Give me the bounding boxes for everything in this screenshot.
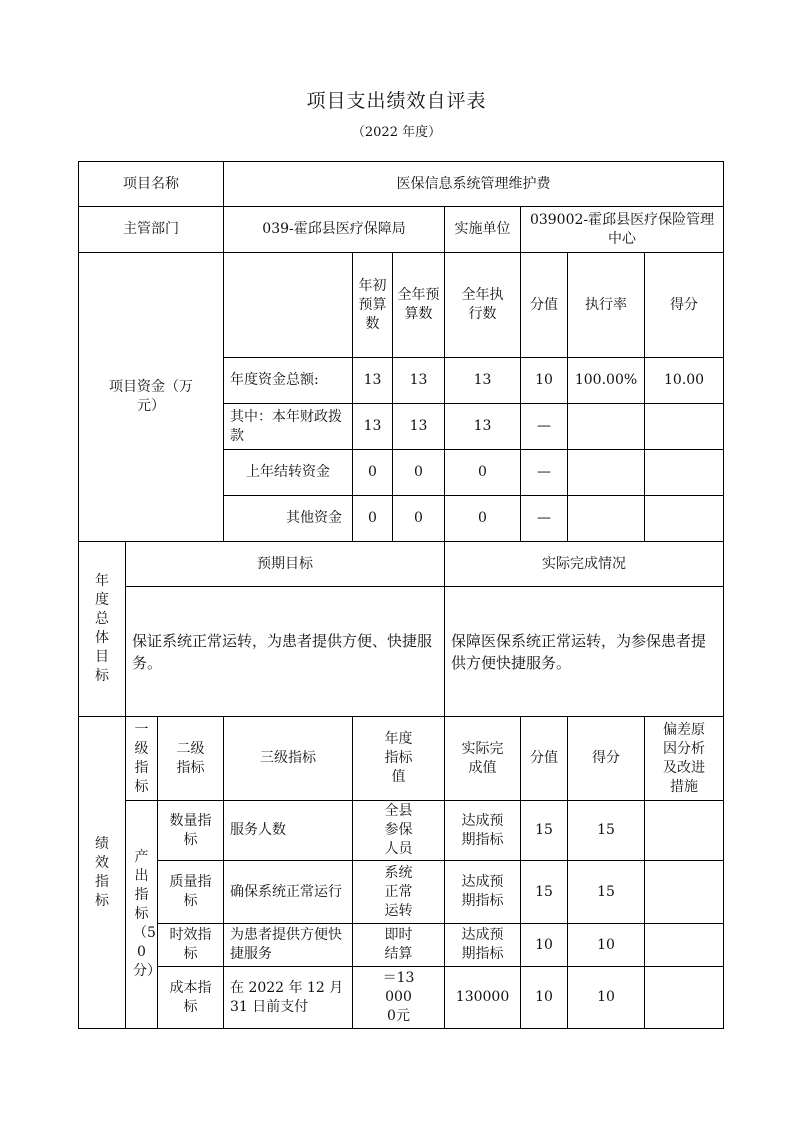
score-cell: 10 — [568, 924, 645, 967]
funds-row-annual: 0 — [393, 496, 445, 542]
funds-row-rate — [568, 404, 645, 450]
overall-goal-header-row — [79, 542, 724, 587]
score-cell: 10 — [568, 967, 645, 1029]
funds-row-score-value: 10 — [521, 358, 568, 404]
funds-row-label: 其中：本年财政拨款 — [224, 404, 353, 450]
score-value-cell: 10 — [521, 924, 568, 967]
implementing-unit-value: 039002-霍邱县医疗保险管理中心 — [521, 207, 724, 253]
funds-header-annual: 全年预算数 — [393, 253, 445, 358]
level3-cell: 确保系统正常运行 — [224, 861, 353, 924]
funds-row-score-value: — — [521, 496, 568, 542]
target-cell: 即时结算 — [353, 924, 445, 967]
actual-value-cell: 达成预期指标 — [445, 924, 521, 967]
department-row — [79, 207, 724, 253]
funds-row-label: 上年结转资金 — [224, 450, 353, 496]
department-value: 039-霍邱县医疗保障局 — [224, 207, 445, 253]
indicator-row — [79, 924, 724, 967]
score-cell: 15 — [568, 861, 645, 924]
funds-header-blank — [224, 253, 353, 358]
indicator-row — [79, 801, 724, 861]
evaluation-table — [78, 161, 724, 1029]
funds-row-initial: 0 — [353, 450, 393, 496]
deviation-cell — [645, 967, 724, 1029]
score-value-cell: 10 — [521, 967, 568, 1029]
target-header: 年度指标值 — [353, 717, 445, 801]
funds-row-annual: 13 — [393, 358, 445, 404]
funds-row-initial: 13 — [353, 358, 393, 404]
actual-value-cell: 达成预期指标 — [445, 861, 521, 924]
page-title: 项目支出绩效自评表 — [306, 90, 487, 112]
funds-row-initial: 13 — [353, 404, 393, 450]
score-header: 得分 — [568, 717, 645, 801]
funds-header-initial: 年初预算数 — [353, 253, 393, 358]
actual-completion-header: 实际完成情况 — [445, 542, 724, 587]
funds-row-executed: 13 — [445, 404, 521, 450]
level2-header: 二级指标 — [158, 717, 224, 801]
funds-row-rate: 100.00% — [568, 358, 645, 404]
funds-header-row — [79, 253, 724, 358]
funds-row-rate — [568, 450, 645, 496]
project-name-label: 项目名称 — [79, 162, 224, 207]
funds-row-label: 其他资金 — [224, 496, 353, 542]
score-value-header: 分值 — [521, 717, 568, 801]
level1-header: 一级指标 — [126, 717, 158, 801]
output-category: 产出指标（50分） — [126, 801, 158, 1029]
level2-cell: 成本指标 — [158, 967, 224, 1029]
level3-cell: 在 2022 年 12 月 31 日前支付 — [224, 967, 353, 1029]
funds-row-initial: 0 — [353, 496, 393, 542]
score-value-cell: 15 — [521, 801, 568, 861]
funds-row-executed: 0 — [445, 496, 521, 542]
target-cell: 全县参保人员 — [353, 801, 445, 861]
funds-row-executed: 0 — [445, 450, 521, 496]
funds-label: 项目资金（万元） — [79, 253, 224, 542]
funds-header-score-value: 分值 — [521, 253, 568, 358]
level3-cell: 服务人数 — [224, 801, 353, 861]
implementing-unit-label: 实施单位 — [445, 207, 521, 253]
target-cell: ＝130000元 — [353, 967, 445, 1029]
deviation-cell — [645, 861, 724, 924]
level2-cell: 时效指标 — [158, 924, 224, 967]
expected-goal-text: 保证系统正常运转，为患者提供方便、快捷服务。 — [126, 587, 445, 717]
funds-row-executed: 13 — [445, 358, 521, 404]
funds-row-score — [645, 496, 724, 542]
indicator-row — [79, 967, 724, 1029]
funds-row-rate — [568, 496, 645, 542]
funds-row-label: 年度资金总额: — [224, 358, 353, 404]
target-cell: 系统正常运转 — [353, 861, 445, 924]
funds-row-score: 10.00 — [645, 358, 724, 404]
performance-label: 绩效指标 — [79, 717, 126, 1029]
funds-header-rate: 执行率 — [568, 253, 645, 358]
funds-row-score-value: — — [521, 450, 568, 496]
level2-cell: 数量指标 — [158, 801, 224, 861]
overall-goal-label: 年度总体目标 — [79, 542, 126, 717]
project-name-value: 医保信息系统管理维护费 — [224, 162, 724, 207]
indicator-row — [79, 861, 724, 924]
funds-row-score — [645, 450, 724, 496]
indicator-header-row — [79, 717, 724, 801]
level3-cell: 为患者提供方便快捷服务 — [224, 924, 353, 967]
actual-value-cell: 达成预期指标 — [445, 801, 521, 861]
actual-completion-text: 保障医保系统正常运转，为参保患者提供方便快捷服务。 — [445, 587, 724, 717]
level3-header: 三级指标 — [224, 717, 353, 801]
year-subtitle: （2022 年度） — [351, 125, 442, 140]
expected-goal-header: 预期目标 — [126, 542, 445, 587]
funds-row-score — [645, 404, 724, 450]
score-value-cell: 15 — [521, 861, 568, 924]
score-cell: 15 — [568, 801, 645, 861]
overall-goal-row — [79, 587, 724, 717]
level2-cell: 质量指标 — [158, 861, 224, 924]
department-label: 主管部门 — [79, 207, 224, 253]
funds-row-annual: 0 — [393, 450, 445, 496]
deviation-cell — [645, 801, 724, 861]
actual-value-cell: 130000 — [445, 967, 521, 1029]
deviation-cell — [645, 924, 724, 967]
deviation-header: 偏差原因分析及改进措施 — [645, 717, 724, 801]
funds-row-annual: 13 — [393, 404, 445, 450]
funds-row-score-value: — — [521, 404, 568, 450]
project-name-row — [79, 162, 724, 207]
actual-value-header: 实际完成值 — [445, 717, 521, 801]
funds-header-score: 得分 — [645, 253, 724, 358]
funds-header-executed: 全年执行数 — [445, 253, 521, 358]
